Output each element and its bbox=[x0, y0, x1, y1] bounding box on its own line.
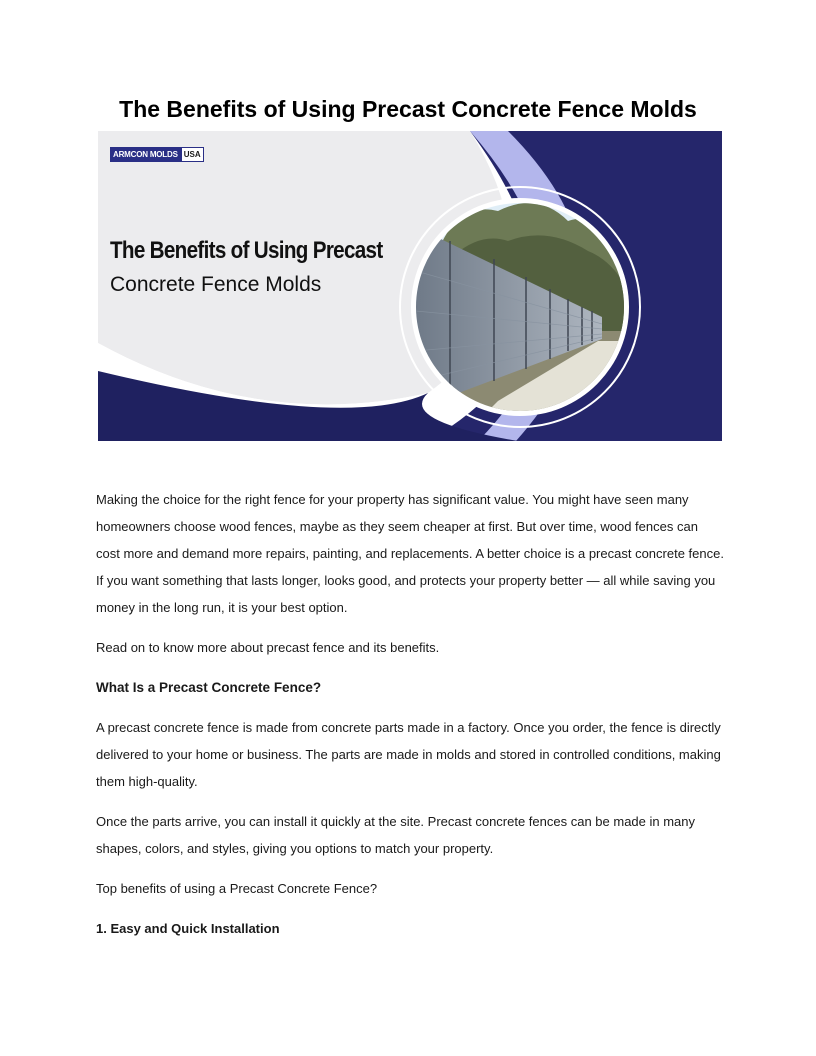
banner-headline: The Benefits of Using Precast bbox=[110, 237, 383, 264]
read-on-paragraph: Read on to know more about precast fence and its benefits. bbox=[96, 640, 440, 655]
benefit-heading-1: 1. Easy and Quick Installation bbox=[96, 921, 280, 936]
armcon-logo bbox=[110, 145, 204, 163]
benefits-intro: Top benefits of using a Precast Concrete Fence? bbox=[96, 881, 378, 896]
logo-text: ARMCON MOLDS bbox=[110, 147, 181, 162]
section-paragraph-2: Once the parts arrive, you can install it quickly at the site. Precast concrete fences can be made in many shapes, colors, and styles, giving you options to match your property. bbox=[96, 814, 696, 856]
logo-suffix: USA bbox=[181, 147, 204, 162]
document-title: The Benefits of Using Precast Concrete Fence Molds bbox=[119, 96, 697, 122]
hero-banner bbox=[98, 131, 722, 441]
article-body bbox=[96, 486, 724, 955]
section-heading: What Is a Precast Concrete Fence? bbox=[96, 680, 322, 695]
banner-subheadline: Concrete Fence Molds bbox=[110, 273, 322, 296]
intro-paragraph: Making the choice for the right fence for your property has significant value. You might have seen many homeowners choose wood fences, maybe as they seem cheaper at first. But over time, wood fences can cost more and demand more repairs, painting, and replacements. A better choice is a precast concrete fence. If you want something that lasts longer, looks good, and protects your property better — all while saving you money in the long run, it is your best option. bbox=[96, 492, 724, 615]
section-paragraph-1: A precast concrete fence is made from concrete parts made in a factory. Once you order, the fence is directly delivered to your home or business. The parts are made in molds and stored in controlled conditions, making them high-quality. bbox=[96, 720, 721, 789]
